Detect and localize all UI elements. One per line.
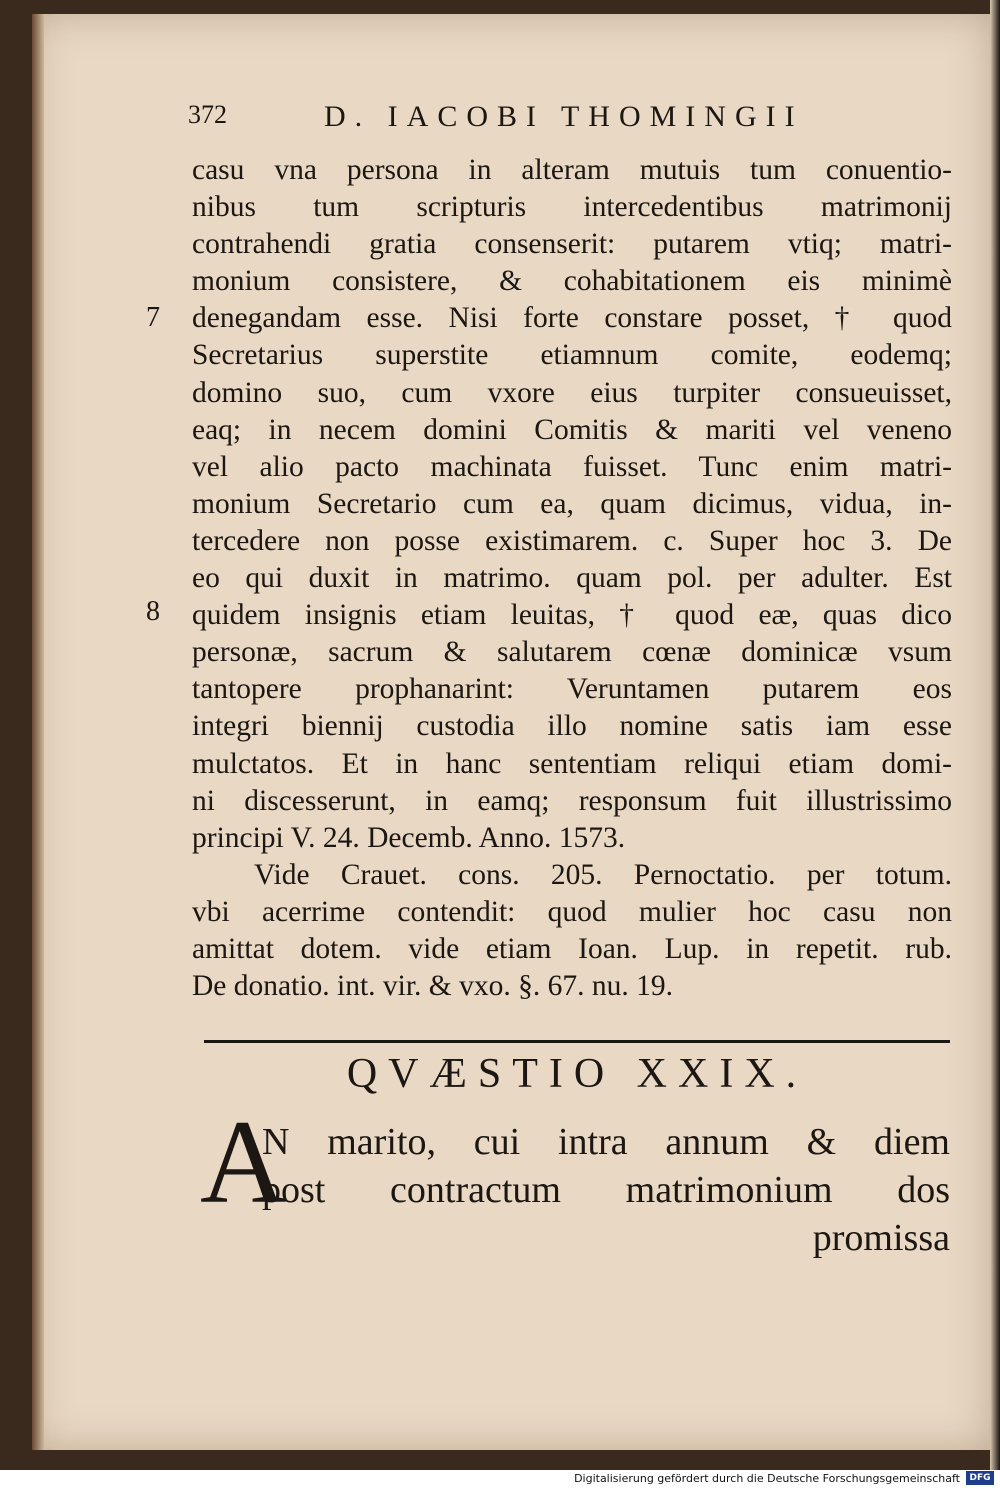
- text-line: quidem insignis etiam leuitas, † quod eæ, quas dico: [192, 599, 952, 632]
- running-title: D. IACOBI THOMINGII: [324, 100, 804, 133]
- question-line: post contractum matrimonium dos: [262, 1169, 950, 1211]
- section-rule: [204, 1040, 950, 1043]
- text-line: vel alio pacto machinata fuisset. Tunc enim matri-: [192, 450, 952, 483]
- page-spine: [32, 14, 44, 1450]
- text-line: tantopere prophanarint: Veruntamen putarem eos: [192, 673, 952, 706]
- margin-number-8: 8: [146, 596, 160, 627]
- page-number: 372: [188, 100, 227, 129]
- question-line: N marito, cui intra annum & diem: [262, 1121, 950, 1163]
- margin-number-7: 7: [146, 302, 160, 333]
- text-line: Secretarius superstite etiamnum comite, eodemq;: [192, 339, 952, 372]
- text-line: personæ, sacrum & salutarem cœnæ dominicæ vsum: [192, 636, 952, 669]
- dfg-logo-icon: DFG: [966, 1471, 994, 1485]
- text-line: integri biennij custodia illo nomine satis iam esse: [192, 710, 952, 743]
- question-heading: QVÆSTIO XXIX.: [346, 1051, 808, 1097]
- body-text: [192, 152, 952, 1005]
- footer-bar: [0, 1470, 1000, 1489]
- text-line: casu vna persona in alteram mutuis tum conuentio-: [192, 154, 952, 186]
- question-text: [262, 1118, 950, 1262]
- text-line: ni discesserunt, in eamq; responsum fuit illustrissimo: [192, 784, 952, 817]
- text-line: tercedere non posse existimarem. c. Super hoc 3. De: [192, 524, 952, 557]
- text-line: mulctatos. Et in hanc sententiam reliqui etiam domi-: [192, 747, 952, 780]
- text-line: nibus tum scripturis intercedentibus matrimonij: [192, 191, 952, 224]
- note-line: vbi acerrime contendit: quod mulier hoc casu non: [192, 895, 952, 928]
- text-line: eaq; in necem domini Comitis & mariti vel veneno: [192, 413, 952, 446]
- drop-cap: A: [200, 1095, 287, 1228]
- note-line: Vide Crauet. cons. 205. Pernoctatio. per totum.: [254, 858, 952, 891]
- text-line: monium consistere, & cohabitationem eis minimè: [192, 265, 952, 298]
- text-line: denegandam esse. Nisi forte constare posset, † quod: [192, 302, 952, 335]
- note-line: De donatio. int. vir. & vxo. §. 67. nu. 19.: [192, 970, 673, 1003]
- text-line: monium Secretario cum ea, quam dicimus, vidua, in-: [192, 487, 952, 520]
- text-line: principi V. 24. Decemb. Anno. 1573.: [192, 821, 626, 854]
- running-head: [188, 100, 948, 140]
- text-line: contrahendi gratia consenserit: putarem vtiq; matri-: [192, 228, 952, 261]
- text-line: domino suo, cum vxore eius turpiter consueuisset,: [192, 376, 952, 409]
- note-line: amittat dotem. vide etiam Ioan. Lup. in repetit. rub.: [192, 932, 952, 965]
- footer-credit: Digitalisierung gefördert durch die Deutsche Forschungsgemeinschaft: [574, 1472, 960, 1485]
- text-line: eo qui duxit in matrimo. quam pol. per adulter. Est: [192, 562, 952, 595]
- catchword: promissa: [812, 1217, 950, 1259]
- page-edge: [990, 0, 1000, 1470]
